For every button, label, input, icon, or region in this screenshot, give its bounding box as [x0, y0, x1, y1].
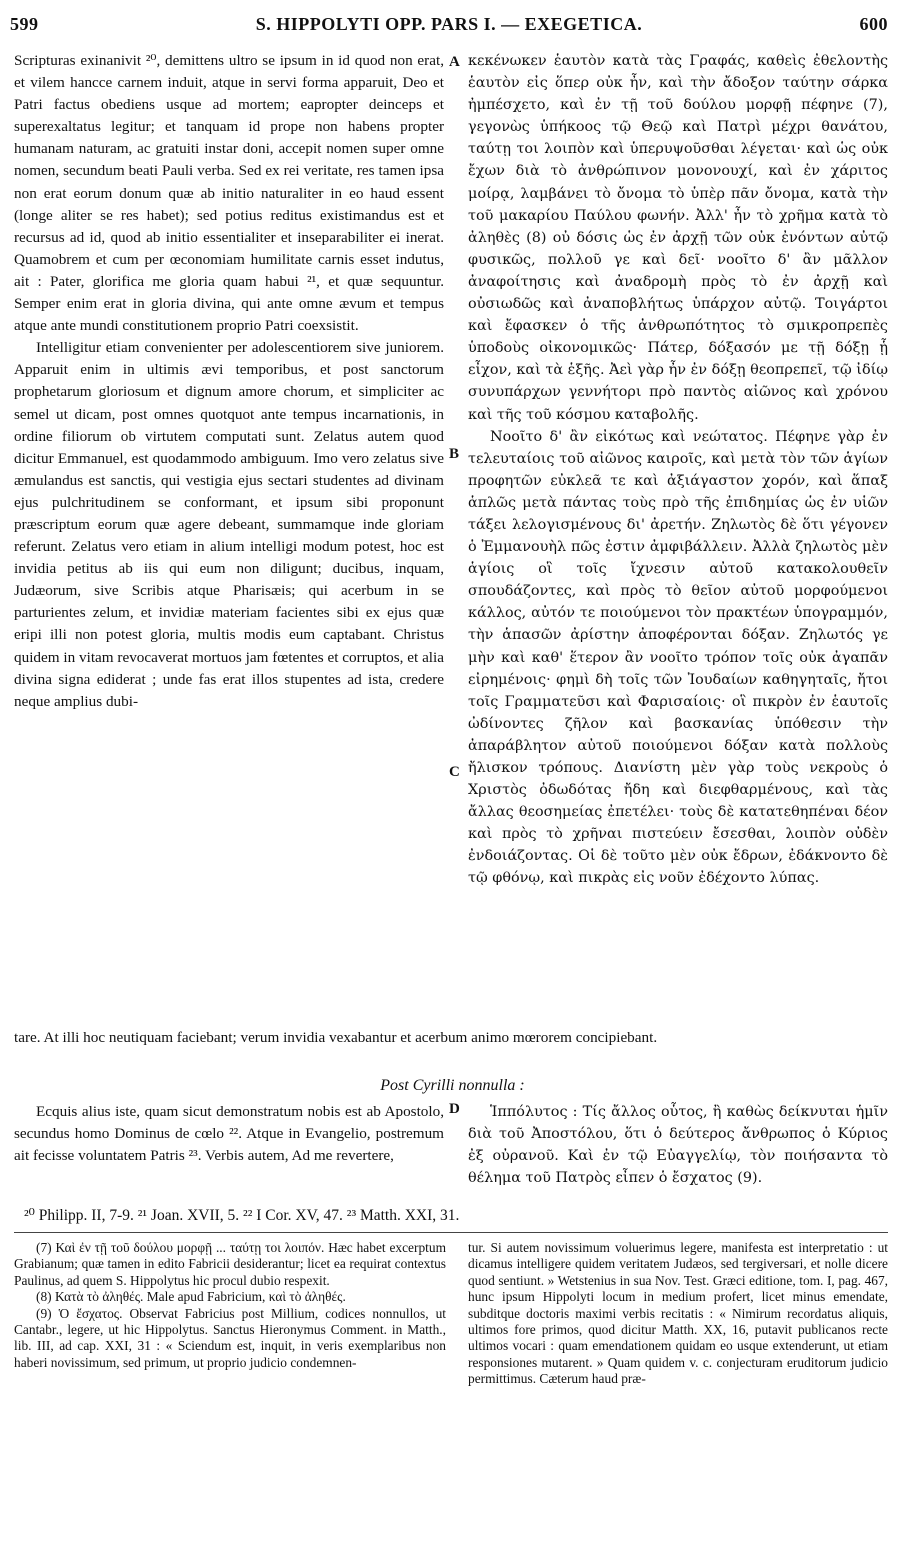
margin-letter-a: A — [449, 54, 460, 70]
latin-paragraph-1: Scripturas exinanivit ²⁰, demittens ultro se ipsum in id quod non erat, et vilem hancce carnem induit, atque in servi forma apparuit, Deo et Patri factus obediens usque ad mortem; eapropter deinceps et superexaltatus legitur; et tanquam id prope non habens propter humanam naturam, ac gratuiti instar doni, accepit nomen super omne nomen, secundum beati Pauli verba. Sed ex rei veritate, res tamen ipsa non erat eorum donum quæ ab initio naturaliter in eo haud essent (longe aliter se res habet); sed potius reditus existimandus est et recursus ad id, quod ab initio essentialiter et inseparabiliter ei inerat. Quamobrem et cum per œconomiam humilitate carnis esset indutus, ait : Pater, glorifica me gloria quam habui ²¹, et quæ sequuntur. Semper enim erat in gloria divina, qui ante omne ævum et tempus atque ante mundi constitutionem proprio Patri coexsistit. — [14, 52, 444, 335]
latin-second-section — [14, 1101, 444, 1193]
footnotes-left — [14, 1240, 446, 1540]
greek-column — [468, 50, 888, 1015]
latin-full-width-continuation — [14, 1027, 888, 1075]
footnote-divider — [14, 1232, 888, 1233]
page-header — [10, 14, 888, 42]
latin-continuation-text: tare. At illi hoc neutiquam faciebant; verum invidia vexabantur et acerbum animo mœrorem concipiebant. — [14, 1029, 658, 1046]
footnote-7: (7) Καὶ ἐν τῇ τοῦ δούλου μορφῇ ... ταύτῃ τοι λοιπόν. Hæc habet excerptum Grabianum; quæ tamen in edito Fabricii desiderantur; licet ea requirat contextus Paulinus, ad quem S. Hippolytus hic procul dubio respexit. — [14, 1240, 446, 1288]
greek-paragraph-2: Νοοῖτο δ' ἂν εἰκότως καὶ νεώτατος. Πέφηνε γὰρ ἐν τελευταίοις τοῦ αἰῶνος καιροῖς, καὶ μετὰ τὸν τῶν ἁγίων προφητῶν εὐκλεᾶ τε καὶ ἀξιάγαστον χορόν, καὶ ἅπαξ ἁπλῶς μετὰ πάντας τοὺς πρὸ τῆς ἐπιδημίας ὡς ἐν υἱῶν τάξει λελογισμένους δι' ἀρετήν. Ζηλωτὸς δὲ ὅτι γέγονεν ὁ Ἐμμανουὴλ πῶς ἐστιν ἀμφιβάλλειν. Ἀλλὰ ζηλωτὸς μὲν ἁγίοις οἳ τοῖς ἴχνεσιν αὐτοῦ κατακολουθεῖν σπουδάζοντες, καὶ πρὸς τὸ θεῖον αὐτοῦ μορφούμενοι κάλλος, αὐτόν τε ποιούμενοι τὸν πρακτέων ὑπογραμμόν, τὴν ἁπασῶν ἀρίστην ἀποφέρονται δόξαν. Ζηλωτός γε μὴν καὶ καθ' ἕτερον ἂν νοοῖτο τρόπον τοῖς οὐκ ἀγαπᾶν εἰρημένοις· φημὶ δὴ τοῖς τῶν Ἰουδαίων καθηγηταῖς, ἤτοι τοῖς Γραμματεῦσι καὶ Φαρισαίοις· οἳ πικρὸν ἐν ἑαυτοῖς ὠδίνοντες ζῆλον καὶ βασκανίας ὑπόθεσιν τὴν ἀπαράβλητον αὐτοῦ ποιούμενοι δόξαν κατὰ πολλοὺς ἤλισκον τρόπους. Διανίστη μὲν γὰρ τοὺς νεκροὺς ὁ Χριστὸς ὀδωδότας ἤδη καὶ διεφθαρμένους, καὶ τὰς ἄλλας θεοσημείας ἐπετέλει· τοὺς δὲ κατατεθηπέναι δέον καὶ πρὸς τὸ χρῆναι πιστεύειν ἔσεσθαι, λοιπὸν οὐδὲν ἐνδοιάζοντας. Οἱ δὲ τοῦτο μὲν οὐκ ἔδρων, ἐδάκνοντο δὲ τῷ φθόνῳ, καὶ πικρὰς εἰς νοῦν ἐδέχοντο λύπας. — [468, 428, 888, 887]
greek-second-section — [468, 1101, 888, 1193]
greek-paragraph-1: κεκένωκεν ἑαυτὸν κατὰ τὰς Γραφάς, καθεὶς ἐθελοντὴς ἑαυτὸν εἰς ὅπερ οὐκ ἦν, καὶ τὴν ἄδοξον ταύτην σάρκα ἠμπέσχετο, καὶ ἐν τῇ τοῦ δούλου μορφῇ πέφηνε (7), γεγονὼς ὑπήκοος τῷ Θεῷ καὶ Πατρὶ μέχρι θανάτου, ταύτῃ τοι λοιπὸν καὶ ὑπερυψοῦσθαι λέγεται· καὶ ὡς οὐκ ἔχων διὰ τὸ ἀνθρώπινον μονονουχί, καὶ ἐν χάριτος μοίρᾳ, λαμβάνει τὸ ὄνομα τὸ ὑπὲρ πᾶν ὄνομα, κατὰ τὴν τοῦ μακαρίου Παύλου φωνήν. Ἀλλ' ἦν τὸ χρῆμα κατὰ τὸ ἀληθὲς (8) οὐ δόσις ὡς ἐν ἀρχῇ τῶν οὐκ ἐνόντων αὐτῷ φυσικῶς, πολλοῦ γε καὶ δεῖ· νοοῖτο δ' ἂν μᾶλλον ἀναφοίτησις καὶ ἀναδρομὴ πρὸς τὸ ἐν ἀρχῇ καὶ οὐσιωδῶς καὶ ἀναποβλήτως ὑπάρχον αὐτῷ. Τοιγάρτοι καὶ ἔφασκεν ὁ τῆς ἀνθρωπότητος τὸ σμικροπρεπὲς ὑποδοὺς οἰκονομικῶς· Πάτερ, δόξασόν με τῇ δόξῃ ᾗ εἶχον, καὶ τὰ ἑξῆς. Ἀεὶ γὰρ ἦν ἐν δόξῃ θεοπρεπεῖ, τῷ ἰδίῳ συνυπάρχων γεννήτορι πρὸ παντὸς αἰῶνος καὶ χρόνου καὶ τῆς τοῦ κόσμου καταβολῆς. — [468, 53, 888, 423]
running-title: S. HIPPOLYTI OPP. PARS I. — EXEGETICA. — [255, 14, 643, 34]
latin-paragraph-2: Intelligitur etiam convenienter per adolescentiorem sive juniorem. Apparuit enim in ultimis ævi temporibus, et post sanctorum prophetarum gloriosum et dignum amore chorum, et simpliciter ac semel ut dicam, post omnes quotquot ante tempus incarnationis, in ordine filiorum ob virtutem computati sunt. Zelatus autem quod dicitur Emmanuel, est quodammodo ambiguum. Imo vero zelatus sive æmulandus est sanctis, qui vestigia ejus sectari studentes ad divinam ejus pulchritudinem se conformant, et ipsum sibi proponunt præscriptum eorum quæ agere debeant, summamque inde gloriam referunt. Zelatus vero etiam in alium intelligi modum potest, hoc est invidia petitus ab iis qui eum non diligunt; ducibus, inquam, Judæorum, sive Scribis atque Pharisæis; qui acerbum in se parturientes zelum, et invidiæ materiam facientes sibi ex ejus quæ eripi illi non potest gloria, multis modis eum captabant. Christus quidem in vitam revocaverat mortuos jam fœtentes et corruptos, et alia divina signa ediderat ; unde fas erat illos stupentes ad ista, credere neque amplius dubi- — [14, 339, 444, 710]
scripture-references: ²⁰ Philipp. II, 7-9. ²¹ Joan. XVII, 5. ²² I Cor. XV, 47. ²³ Matth. XXI, 31. — [24, 1207, 460, 1224]
footnote-9: (9) Ὁ ἔσχατος. Observat Fabricius post Millium, codices nonnullos, ut Cantabr., legere, ut hic Hippolytus. Sanctus Hieronymus Comment. in Matth., lib. III, ad cap. XXI, 31 : « Sciendum est, inquit, in veris exemplaribus non haberi novissimum, sed primum, ut proprio judicio condemnen- — [14, 1305, 446, 1370]
latin-column — [14, 50, 444, 1062]
margin-letter-b: B — [449, 446, 460, 462]
footnote-9-continuation: tur. Si autem novissimum voluerimus legere, manifesta est interpretatio : ut dicamus intelligere quidem veritatem Judæos, sed tergiversari, et nolle dicere quod sentiunt. » Wetstenius in sua Nov. Test. Græci editione, tom. I, pag. 467, hunc ipsum Hippolyti locum in medium profert, licet minus emendate, subditque doctoris maximi verbis recitatis : « Nimirum recordatus aliquis, ultimos fore primos, quod dicitur Matth. XX, 16, putavit publicanos recte ultimos vocari : quam emendationem quidam eo usque extenderunt, ut etiam responsiones mutarent. » Quam quidem v. c. conjecturam eruditorum judicio permittimus. Cæterum haud præ- — [468, 1240, 888, 1387]
page-number-right: 600 — [859, 14, 888, 34]
margin-letter-c: C — [449, 764, 460, 780]
section-subheading: Post Cyrilli nonnulla : — [380, 1077, 525, 1094]
footnote-8: (8) Κατὰ τὸ ἀληθές. Male apud Fabricium, καὶ τὸ ἀληθές. — [36, 1289, 346, 1305]
page-number-left: 599 — [10, 14, 39, 34]
footnotes-right — [468, 1240, 888, 1540]
latin-second-paragraph: Ecquis alius iste, quam sicut demonstratum nobis est ab Apostolo, secundus homo Dominus de cœlo ²². Atque in Evangelio, postremum ait fecisse voluntatem Patris ²³. Verbis autem, Ad me revertere, — [14, 1103, 444, 1165]
greek-second-paragraph: Ἱππόλυτος : Τίς ἄλλος οὗτος, ἢ καθὼς δείκνυται ἡμῖν διὰ τοῦ Ἀποστόλου, ὅτι ὁ δεύτερος ἄνθρωπος ὁ Κύριος ἐξ οὐρανοῦ. Καὶ ἐν τῷ Εὐαγγελίῳ, τὸν ποιήσαντα τὸ θέλημα τοῦ Πατρὸς εἶπεν ὁ ἔσχατος (9). — [468, 1104, 888, 1187]
margin-letter-d: D — [449, 1101, 460, 1117]
